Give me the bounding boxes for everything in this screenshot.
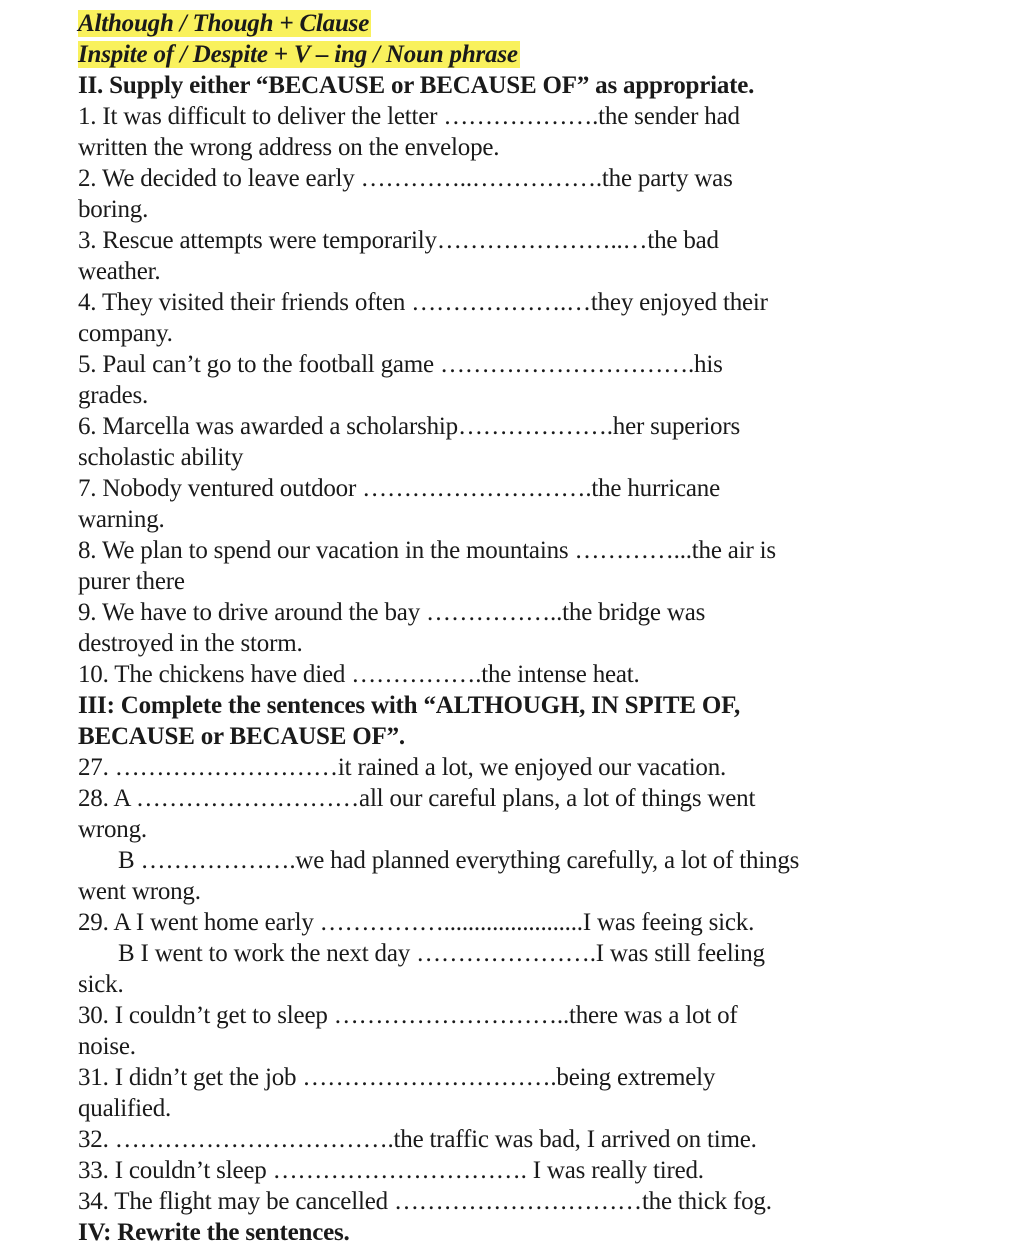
exercise-line: scholastic ability — [78, 444, 244, 471]
exercise-line: grades. — [78, 382, 149, 409]
exercise-line: wrong. — [78, 816, 147, 843]
exercise-line: weather. — [78, 258, 161, 285]
section2-body — [78, 101, 1024, 690]
exercise-line: B I went to work the next day ………………….I was still feeling — [118, 940, 765, 967]
highlight-rule-although: Although / Though + Clause — [78, 10, 370, 37]
exercise-line: company. — [78, 320, 173, 347]
exercise-line: 4. They visited their friends often ……………….…they enjoyed their — [78, 289, 768, 316]
exercise-line: 28. A ………………………all our careful plans, a lot of things went — [78, 785, 756, 812]
exercise-line: 3. Rescue attempts were temporarily…………………..…the bad — [78, 227, 719, 254]
section3-heading-line-1: III: Complete the sentences with “ALTHOUGH, IN SPITE OF, — [78, 692, 740, 719]
exercise-line: 6. Marcella was awarded a scholarship……………….her superiors — [78, 413, 741, 440]
section3-body — [78, 752, 1024, 1217]
exercise-line: 5. Paul can’t go to the football game ………………………….his — [78, 351, 723, 378]
section4-heading: IV: Rewrite the sentences. — [78, 1219, 350, 1245]
exercise-line: warning. — [78, 506, 165, 533]
exercise-line: 32. …………………………….the traffic was bad, I arrived on time. — [78, 1126, 757, 1153]
exercise-line: 33. I couldn’t sleep …………………………. I was really tired. — [78, 1157, 704, 1184]
exercise-line: 34. The flight may be cancelled …………………………the thick fog. — [78, 1188, 772, 1215]
exercise-line: B ……………….we had planned everything carefully, a lot of things — [118, 847, 800, 874]
rule-inspite — [78, 39, 1024, 70]
exercise-line: went wrong. — [78, 878, 201, 905]
exercise-line: noise. — [78, 1033, 136, 1060]
highlight-rule-inspite: Inspite of / Despite + V – ing / Noun phrase — [78, 41, 518, 68]
exercise-line: boring. — [78, 196, 149, 223]
exercise-line: qualified. — [78, 1095, 172, 1122]
exercise-line: purer there — [78, 568, 185, 595]
exercise-line: 2. We decided to leave early …………..…………….the party was — [78, 165, 733, 192]
section3-heading-line-2: BECAUSE or BECAUSE OF”. — [78, 723, 405, 750]
exercise-line: written the wrong address on the envelope. — [78, 134, 500, 161]
exercise-line: 31. I didn’t get the job ………………………….being extremely — [78, 1064, 716, 1091]
exercise-line: 7. Nobody ventured outdoor ……………………….the hurricane — [78, 475, 720, 502]
exercise-line: 9. We have to drive around the bay ……………..the bridge was — [78, 599, 706, 626]
rule-although — [78, 8, 1024, 39]
exercise-line: 8. We plan to spend our vacation in the mountains …………...the air is — [78, 537, 776, 564]
exercise-line: destroyed in the storm. — [78, 630, 303, 657]
exercise-line: sick. — [78, 971, 124, 998]
section2-heading: II. Supply either “BECAUSE or BECAUSE OF” as appropriate. — [78, 72, 755, 99]
exercise-line: 30. I couldn’t get to sleep ………………………..there was a lot of — [78, 1002, 738, 1029]
exercise-line: 29. A I went home early …………….......................I was feeing sick. — [78, 909, 755, 936]
exercise-line: 10. The chickens have died …………….the intense heat. — [78, 661, 640, 688]
exercise-line: 1. It was difficult to deliver the letter ……………….the sender had — [78, 103, 740, 130]
exercise-line: 27. ………………………it rained a lot, we enjoyed our vacation. — [78, 754, 727, 781]
